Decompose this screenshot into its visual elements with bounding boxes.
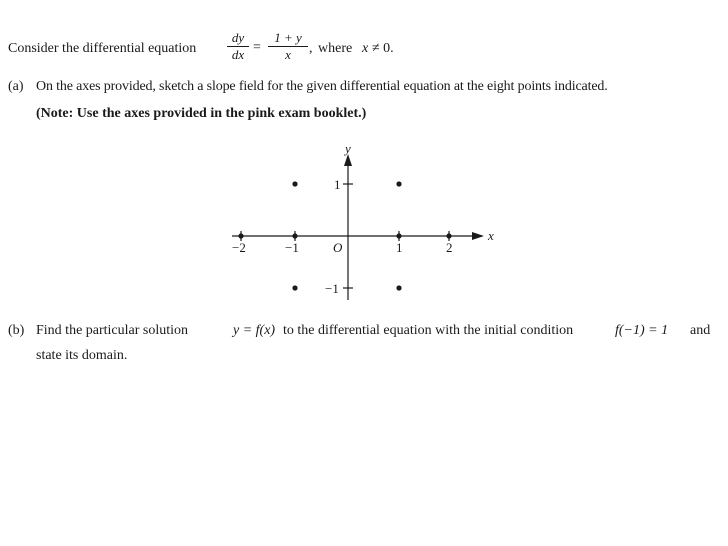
slope-point (292, 181, 297, 186)
slope-point (292, 233, 297, 238)
slope-point (396, 285, 401, 290)
solution-expression: y = f(x) (233, 323, 276, 338)
rhs-numerator: 1 + y (274, 30, 302, 45)
dx-denominator: dx (231, 47, 245, 62)
slope-point (396, 181, 401, 186)
part-b-label: (b) (8, 323, 25, 338)
part-a-label: (a) (8, 79, 24, 94)
rhs-denominator: x (285, 47, 291, 62)
intro-text: Consider the differential equation (8, 41, 197, 56)
dy-numerator: dy (231, 30, 245, 45)
part-b-text: state its domain. (36, 348, 128, 363)
part-a-text: On the axes provided, sketch a slope field for the given differential equation at the eight points indicated. (36, 79, 608, 94)
x-axis-arrow-icon (472, 232, 484, 240)
slope-point (396, 233, 401, 238)
where-word: where (318, 41, 353, 56)
part-b-text: Find the particular solution (36, 323, 189, 338)
y-tick-label: −1 (325, 281, 339, 296)
x-tick-label: −1 (285, 240, 299, 255)
slope-point (446, 233, 451, 238)
condition-variable: x (362, 41, 369, 56)
origin-label: O (333, 240, 343, 255)
equals-sign: = (253, 40, 261, 55)
part-a-note: (Note: Use the axes provided in the pink exam booklet.) (36, 106, 367, 121)
x-axis-label: x (488, 228, 494, 243)
y-axis-label: y (345, 141, 351, 156)
slope-point (292, 285, 297, 290)
part-b-text: and (690, 323, 711, 338)
condition-rest: ≠ 0. (372, 41, 394, 56)
comma: , (309, 41, 313, 56)
initial-condition: f(−1) = 1 (615, 323, 669, 338)
slope-point (238, 233, 243, 238)
y-tick-label: 1 (334, 177, 341, 192)
x-tick-label: −2 (232, 240, 246, 255)
part-b-text: to the differential equation with the initial condition (283, 323, 574, 338)
x-tick-label: 1 (396, 240, 403, 255)
x-tick-label: 2 (446, 240, 453, 255)
